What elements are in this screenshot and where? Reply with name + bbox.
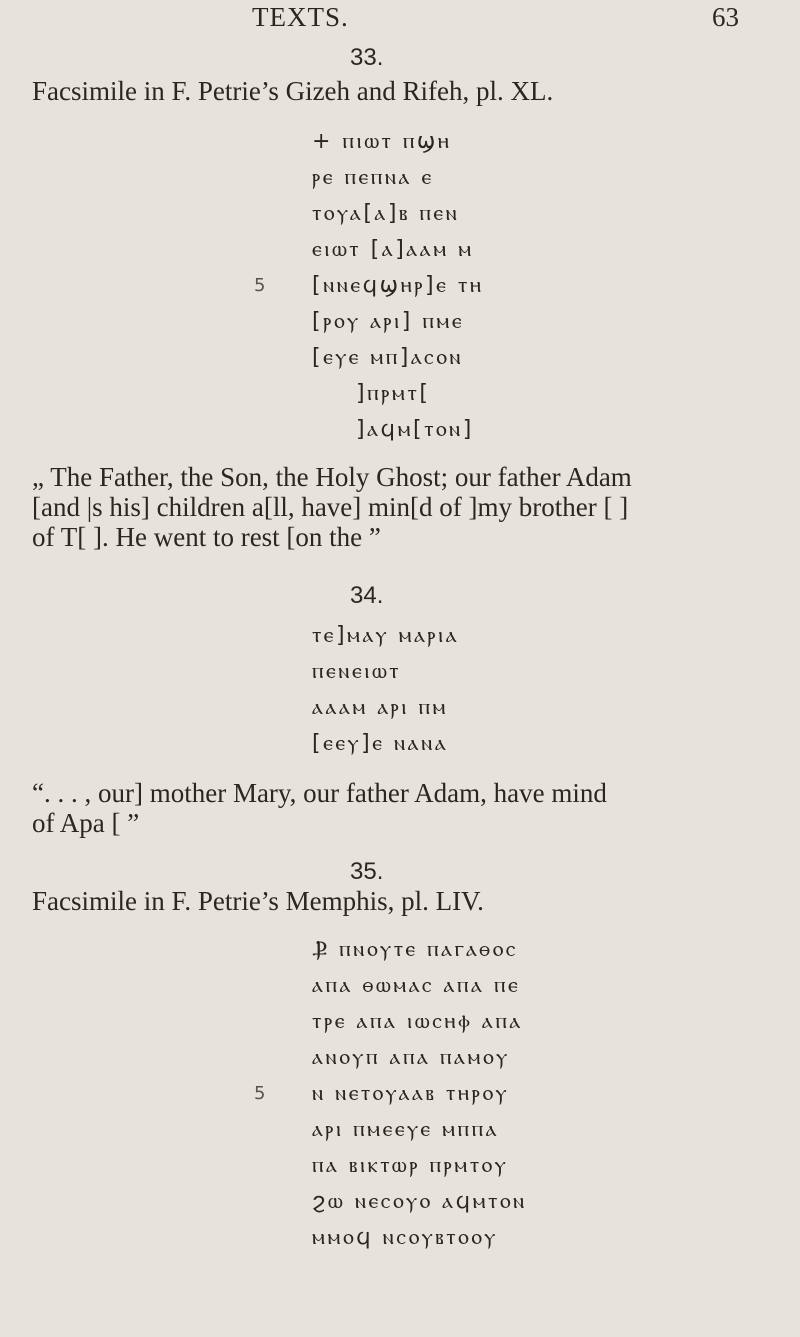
coptic-line: ϩⲱ ⲛⲉⲥⲟⲩⲟ ⲁϥⲙⲧⲟⲛ xyxy=(312,1189,527,1214)
coptic-line: ⲁⲣⲓ ⲡⲙⲉⲉⲩⲉ ⲙⲡⲡⲁ xyxy=(312,1117,500,1142)
coptic-line: ⲁⲛⲟⲩⲡ ⲁⲡⲁ ⲡⲁⲙⲟⲩ xyxy=(312,1045,510,1070)
coptic-line: ⲉⲓⲱⲧ [ⲁ]ⲁⲁⲙ ⲙ xyxy=(312,237,474,262)
coptic-line: [ⲣⲟⲩ ⲁⲣⲓ] ⲡⲙⲉ xyxy=(312,309,465,334)
coptic-line-text: [ⲛⲛⲉϥϣⲏⲣ]ⲉ ⲧⲏ xyxy=(312,273,484,298)
coptic-line: ⲙⲙⲟϥ ⲛⲥⲟⲩⲃⲧⲟⲟⲩ xyxy=(312,1225,498,1250)
coptic-line: Ⳁ ⲡⲛⲟⲩⲧⲉ ⲡⲁⲅⲁⲑⲟⲥ xyxy=(312,937,518,962)
coptic-line: ⲡⲁ ⲃⲓⲕⲧⲱⲣ ⲡⲣⲙⲧⲟⲩ xyxy=(312,1153,509,1178)
section-number-34: 34. xyxy=(350,582,384,609)
line-number-marker: 5 xyxy=(254,275,266,296)
coptic-line: ⲁⲁⲁⲙ ⲁⲣⲓ ⲡⲙ xyxy=(312,695,448,720)
coptic-line xyxy=(254,268,484,304)
coptic-line xyxy=(254,1076,527,1112)
coptic-line: ]ⲡⲣⲙⲧ[ xyxy=(356,381,431,406)
translation-line: of T[ ]. He went to rest [on the ” xyxy=(32,522,381,552)
translation-line: [and |s his] children a[ll, have] min[d of ]my brother [ ] xyxy=(32,492,629,522)
coptic-line: ⲣⲉ ⲡⲉⲡⲛⲁ ⲉ xyxy=(312,165,434,190)
coptic-line: ⲧⲣⲉ ⲁⲡⲁ ⲓⲱⲥⲏⲫ ⲁⲡⲁ xyxy=(312,1009,523,1034)
section-number-33: 33. xyxy=(350,44,384,71)
section-33-translation xyxy=(32,462,772,552)
coptic-line: ⲧⲟⲩⲁ[ⲁ]ⲃ ⲡⲉⲛ xyxy=(312,201,460,226)
section-number-35: 35. xyxy=(350,858,384,885)
coptic-line: + ⲡⲓⲱⲧ ⲡϣⲏ xyxy=(312,129,452,154)
translation-line: „ The Father, the Son, the Holy Ghost; our father Adam xyxy=(32,462,632,492)
coptic-line: [ⲉⲉⲩ]ⲉ ⲛⲁⲛⲁ xyxy=(312,731,449,756)
running-head xyxy=(0,0,800,40)
coptic-line-text: ⲛ ⲛⲉⲧⲟⲩⲁⲁⲃ ⲧⲏⲣⲟⲩ xyxy=(312,1081,510,1106)
section-35-caption: Facsimile in F. Petrie’s Memphis, pl. LIV. xyxy=(32,886,484,916)
section-35-coptic-text xyxy=(254,932,527,1256)
translation-line: “. . . , our] mother Mary, our father Adam, have mind xyxy=(32,778,607,808)
section-34-translation xyxy=(32,778,772,838)
coptic-line: ⲁⲡⲁ ⲑⲱⲙⲁⲥ ⲁⲡⲁ ⲡⲉ xyxy=(312,973,521,998)
line-number-marker: 5 xyxy=(254,1083,266,1104)
section-33-coptic-text xyxy=(254,124,484,448)
coptic-line: ]ⲁϥⲙ[ⲧⲟⲛ] xyxy=(356,417,474,442)
running-title: TEXTS. xyxy=(252,2,349,32)
section-34-coptic-text xyxy=(312,618,459,762)
coptic-line: ⲡⲉⲛⲉⲓⲱⲧ xyxy=(312,659,402,684)
translation-line: of Apa [ ” xyxy=(32,808,140,838)
coptic-line: [ⲉⲩⲉ ⲙⲡ]ⲁⲥⲟⲛ xyxy=(312,345,464,370)
section-33-caption: Facsimile in F. Petrie’s Gizeh and Rifeh, pl. XL. xyxy=(32,76,554,106)
coptic-line: ⲧⲉ]ⲙⲁⲩ ⲙⲁⲣⲓⲁ xyxy=(312,623,460,648)
page-number: 63 xyxy=(712,2,739,32)
